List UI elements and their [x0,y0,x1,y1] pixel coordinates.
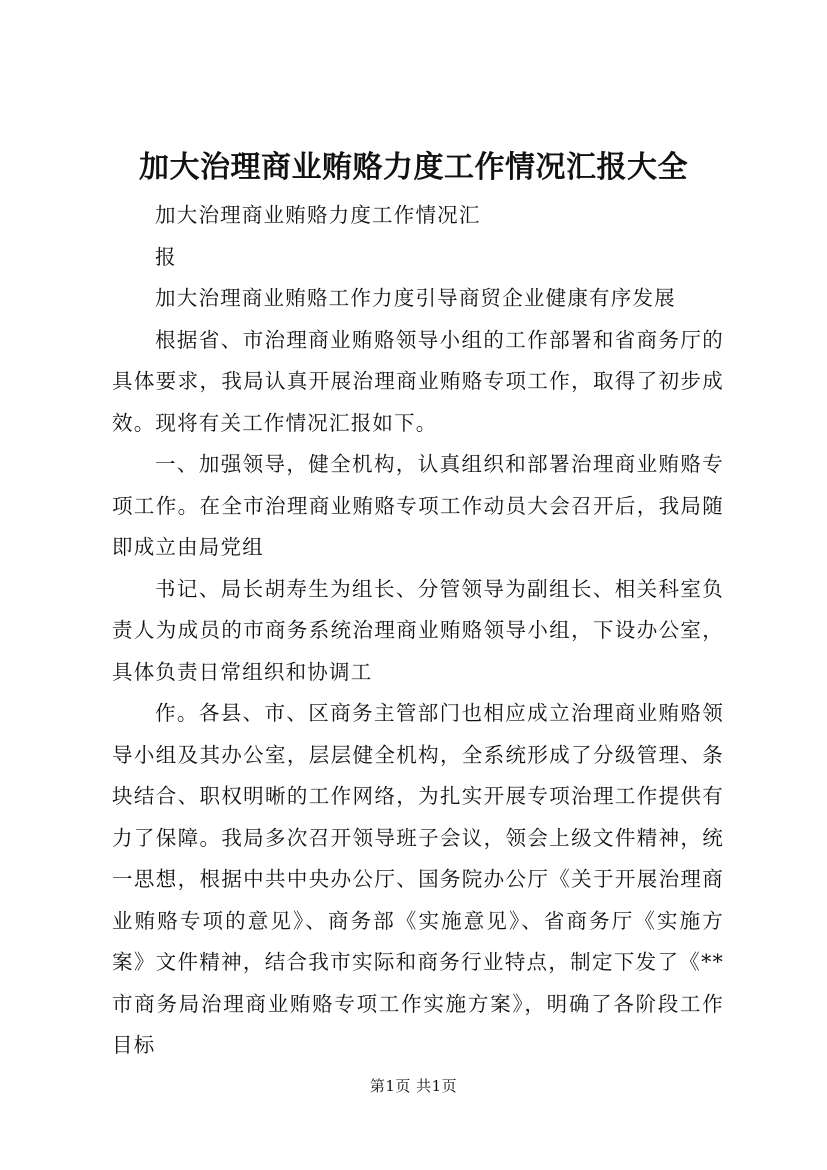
paragraph-7: 作。各县、市、区商务主管部门也相应成立治理商业贿赂领导小组及其办公室，层层健全机构，全系统形成了分级管理、条块结合、职权明晰的工作网络，为扎实开展专项治理工作提供有力了保障。我局多次召开领导班子会议，领会上级文件精神，统一思想，根据中共中央办公厅、国务院办公厅《关于开展治理商业贿赂专项的意见》、商务部《实施意见》、省商务厅《实施方案》文件精神，结合我市实际和商务行业特点，制定下发了《**市商务局治理商业贿赂专项工作实施方案》，明确了各阶段工作目标 [112,701,724,1057]
page-footer: 第1页 共1页 [369,1077,458,1095]
paragraph-4: 根据省、市治理商业贿赂领导小组的工作部署和省商务厅的具体要求，我局认真开展治理商业贿赂专项工作，取得了初步成效。现将有关工作情况汇报如下。 [112,327,724,435]
document-title: 加大治理商业贿赂力度工作情况汇报大全 [139,150,688,185]
paragraph-6: 书记、局长胡寿生为组长、分管领导为副组长、相关科室负责人为成员的市商务系统治理商业贿赂领导小组，下设办公室，具体负责日常组织和协调工 [112,576,724,684]
paragraph-2: 报 [155,244,177,269]
paragraph-5: 一、加强领导，健全机构，认真组织和部署治理商业贿赂专项工作。在全市治理商业贿赂专项工作动员大会召开后，我局随即成立由局党组 [112,452,724,559]
paragraph-1: 加大治理商业贿赂力度工作情况汇 [155,203,481,227]
paragraph-3: 加大治理商业贿赂工作力度引导商贸企业健康有序发展 [155,286,676,310]
document-body [112,195,724,1067]
